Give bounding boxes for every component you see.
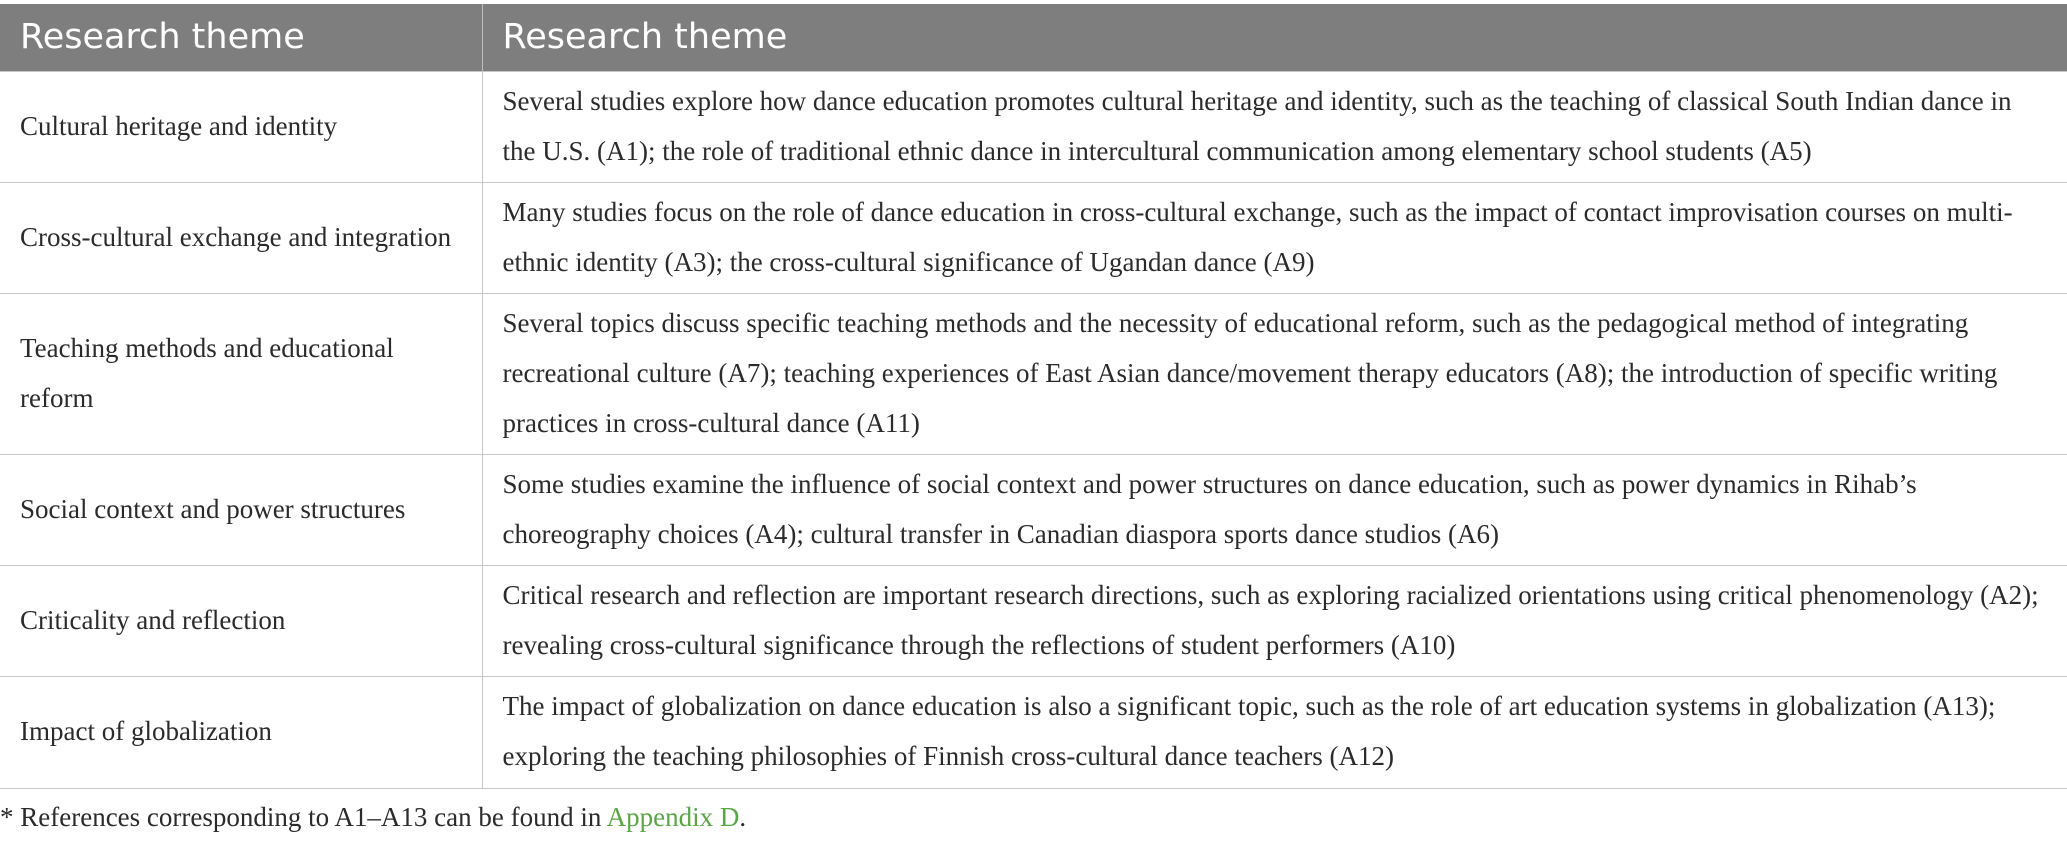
description-cell: Some studies examine the influence of social context and power structures on dance education, such as power dynamics in Rihab’s choreography choices (A4); cultural transfer in Canadian diaspora sports dance studios (A6) (482, 454, 2067, 565)
table-row (0, 454, 2067, 565)
description-cell: Several studies explore how dance education promotes cultural heritage and identity, such as the teaching of classical South Indian dance in the U.S. (A1); the role of traditional ethnic dance in intercultural communication among elementary school students (A5) (482, 71, 2067, 182)
table-body (0, 71, 2067, 788)
footnote-period: . (739, 802, 747, 832)
research-theme-table-container (0, 4, 2067, 789)
description-cell: The impact of globalization on dance education is also a significant topic, such as the role of art education systems in globalization (A13); exploring the teaching philosophies of Finnish cross-cultural dance teachers (A12) (482, 676, 2067, 788)
research-theme-table (0, 4, 2067, 789)
header-row (0, 4, 2067, 71)
theme-cell: Criticality and reflection (0, 565, 482, 676)
description-cell: Several topics discuss specific teaching methods and the necessity of educational reform, such as the pedagogical method of integrating recreational culture (A7); teaching experiences of East Asian dance/movement therapy educators (A8); the introduction of specific writing practices in cross-cultural dance (A11) (482, 293, 2067, 454)
description-cell: Critical research and reflection are important research directions, such as exploring racialized orientations using critical phenomenology (A2); revealing cross-cultural significance through the reflections of student performers (A10) (482, 565, 2067, 676)
table-row (0, 293, 2067, 454)
theme-cell: Cultural heritage and identity (0, 71, 482, 182)
table-row (0, 182, 2067, 293)
column-header-theme: Research theme (0, 4, 482, 71)
table-row (0, 676, 2067, 788)
table-header (0, 4, 2067, 71)
table-footnote (0, 802, 746, 833)
column-header-description: Research theme (482, 4, 2067, 71)
theme-cell: Teaching methods and educational reform (0, 293, 482, 454)
table-row (0, 565, 2067, 676)
theme-cell: Social context and power structures (0, 454, 482, 565)
table-row (0, 71, 2067, 182)
theme-cell: Impact of globalization (0, 676, 482, 788)
footnote-text: * References corresponding to A1–A13 can be found in (0, 802, 607, 832)
theme-cell: Cross-cultural exchange and integration (0, 182, 482, 293)
description-cell: Many studies focus on the role of dance education in cross-cultural exchange, such as the impact of contact improvisation courses on multi-ethnic identity (A3); the cross-cultural significance of Ugandan dance (A9) (482, 182, 2067, 293)
appendix-d-link[interactable]: Appendix D (606, 802, 740, 832)
